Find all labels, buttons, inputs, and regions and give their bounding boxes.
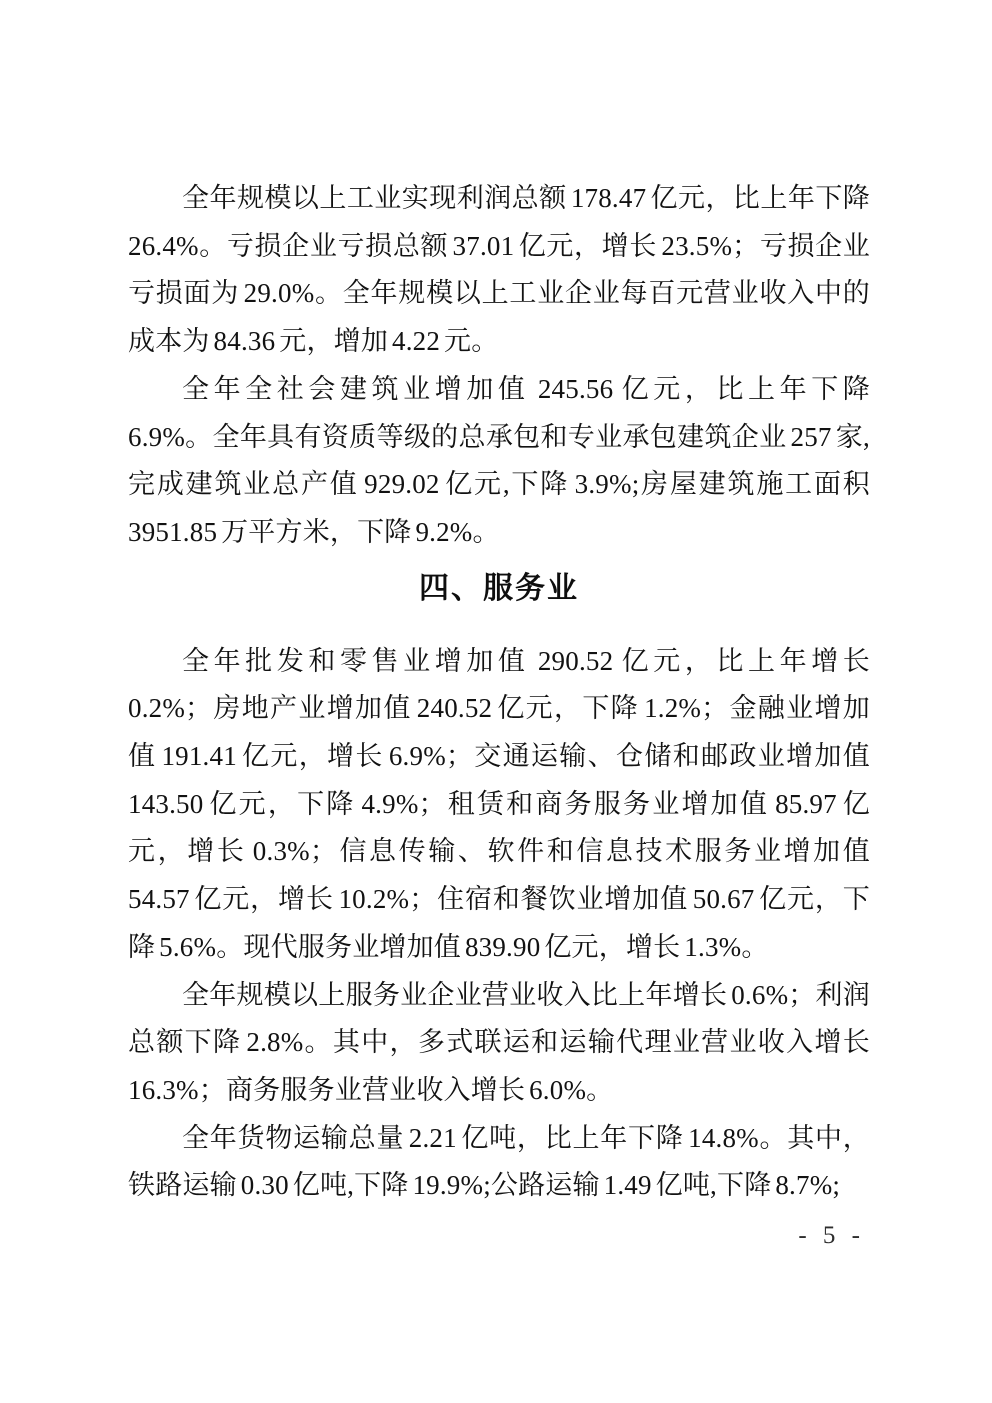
section-heading-services: 四、服务业 (419, 571, 579, 605)
paragraph-freight-transport: 全年货物运输总量 2.21 亿吨，比上年下降 14.8%。其中，铁路运输 0.30 亿吨,下降 19.9%;公路运输 1.49 亿吨,下降 8.7%; (128, 1122, 870, 1201)
paragraph-construction: 全年全社会建筑业增加值 245.56 亿元，比上年下降 6.9%。全年具有资质等级的总承包和专业承包建筑企业 257 家,完成建筑业总产值 929.02 亿元,下降 3.9%;房屋建筑施工面积 3951.85 万平方米，下降 9.2%。 (128, 373, 870, 547)
paragraph-industrial-profit: 全年规模以上工业实现利润总额 178.47 亿元，比上年下降 26.4%。亏损企业亏损总额 37.01 亿元，增长 23.5%；亏损企业亏损面为 29.0%。全年规模以上工业企业每百元营业收入中的成本为 84.36 元，增加 4.22 元。 (128, 183, 870, 357)
page-number: - 5 - (798, 1222, 865, 1249)
document-body (128, 175, 870, 1210)
paragraph-services-value-added: 全年批发和零售业增加值 290.52 亿元，比上年增长 0.2%；房地产业增加值 240.52 亿元，下降 1.2%；金融业增加值 191.41 亿元，增长 6.9%；交通运输、仓储和邮政业增加值 143.50 亿元，下降 4.9%；租赁和商务服务业增加值 85.97 亿元，增长 0.3%；信息传输、软件和信息技术服务业增加值 54.57 亿元，增长 10.2%；住宿和餐饮业增加值 50.67 亿元，下降 5.6%。现代服务业增加值 839.90 亿元，增长 1.3%。 (128, 645, 870, 962)
paragraph-services-enterprise-revenue: 全年规模以上服务业企业营业收入比上年增长 0.6%；利润总额下降 2.8%。其中，多式联运和运输代理业营业收入增长 16.3%；商务服务业营业收入增长 6.0%。 (128, 979, 870, 1105)
